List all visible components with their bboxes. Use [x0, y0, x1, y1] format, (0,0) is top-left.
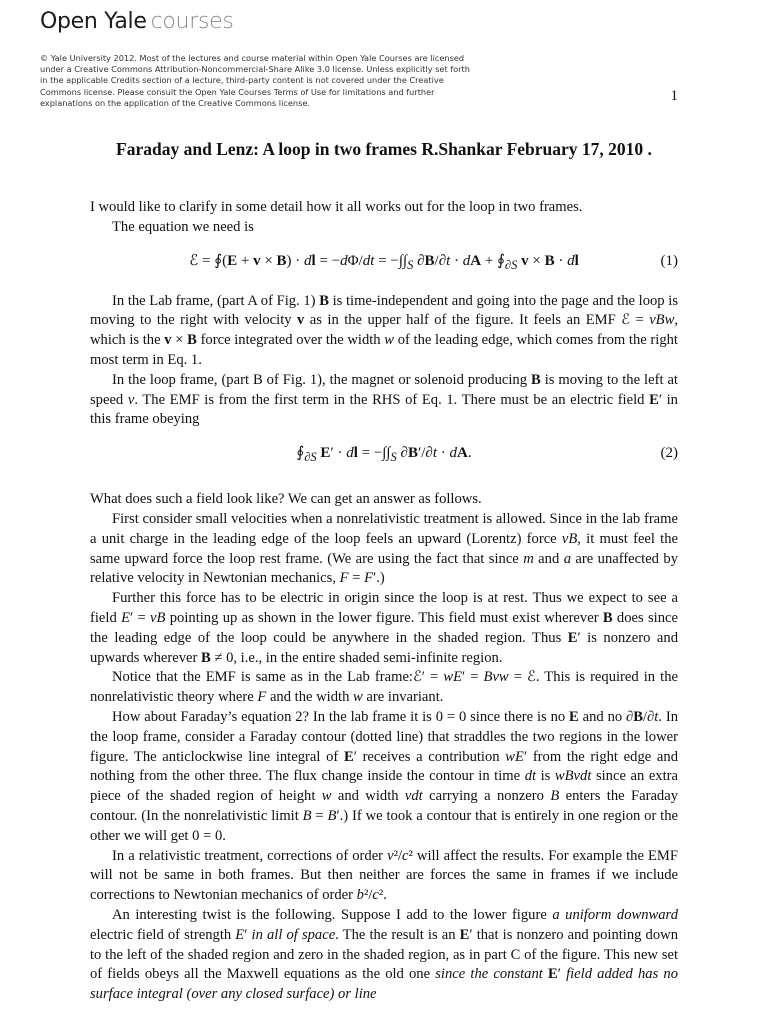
emf-same-paragraph: Notice that the EMF is same as in the Lab frame:ℰ′ = wE′ = Bvw = ℰ. This is required in the nonrelativistic theory where F and the width w are invariant.: [90, 669, 678, 706]
open-yale-courses-logo: [40, 9, 234, 34]
intro-paragraph: I would like to clarify in some detail how it all works out for the loop in two frames.: [90, 199, 583, 215]
electric-origin-paragraph: Further this force has to be electric in origin since the loop is at rest. Thus we expect to see a field E′ = vB pointing up as shown in the lower figure. This field must exist wherever B does since the leading edge of the loop could be anywhere in the shaded region. Thus E′ is nonzero and upwards wherever B ≠ 0, i.e., in the entire shaded semi-infinite region.: [90, 590, 678, 666]
logo-open-yale: Open Yale: [40, 9, 147, 34]
logo-courses: courses: [150, 9, 234, 34]
faraday-equation-paragraph: How about Faraday’s equation 2? In the lab frame it is 0 = 0 since there is no E and no ∂B/∂t. In the loop frame, consider a Faraday contour (dotted line) that straddles the two regions in the lower figure. The anticlockwise line integral of E′ receives a contribution wE′ from the right edge and nothing from the other three. The flux change inside the contour in time dt is wBvdt since an extra piece of the shaded region of height w and width vdt carrying a nonzero B enters the Faraday contour. (In the nonrelativistic limit B = B′.) If we took a contour that is entirely in one region or the other we will get 0 = 0.: [90, 708, 679, 844]
what-field-paragraph: What does such a field look like? We can get an answer as follows.: [90, 491, 482, 508]
equation-1-number: (1): [660, 252, 678, 269]
twist-paragraph: An interesting twist is the following. Suppose I add to the lower figure a uniform downward electric field of strength E′ in all of space. The the result is an E′ that is nonzero and pointing down to the left of the shaded region and zero in the shaded region, as in part C of the figure. This new set of fields obeys all the Maxwell equations as the old one since the constant E′ field added has no surface integral (over any closed surface) or line: [90, 906, 679, 1003]
equation-1: [90, 238, 678, 292]
equation-2-expression: $∮_{\partial S}$ E′ · dl = $-\int\int_S$ ∂B′/∂t · dA.: [296, 445, 472, 465]
license-notice: © Yale University 2012. Most of the lectures and course material within Open Yale Courses are licensed under a Creative Commons Attribution-Noncommercial-Share Alike 3.0 license. Unless explicitly set forth in the applicable Credits section of a lecture, third-party content is not covered under the Creative Commons license. Please consult the Open Yale Courses Terms of Use for limitations and further explanations on the application of the Creative Commons license.: [40, 53, 470, 108]
document-body: [90, 198, 678, 1005]
equation-lead: The equation we need is: [112, 218, 254, 235]
small-velocities-paragraph: First consider small velocities when a nonrelativistic treatment is allowed. Since in the lab frame a unit charge in the leading edge of the loop feels an upward (Lorentz) force vB, it must feel the same upward force the loop rest frame. (We are using the fact that since m and a are unaffected by relative velocity in Newtonian mechanics, F = F′.): [90, 510, 678, 587]
page-number: 1: [670, 88, 678, 104]
equation-2: [90, 430, 678, 490]
loop-frame-paragraph: In the loop frame, (part B of Fig. 1), the magnet or solenoid producing B is moving to the left at speed v. The EMF is from the first term in the RHS of Eq. 1. There must be an electric field E′ in this frame obeying: [90, 371, 678, 428]
relativistic-paragraph: In a relativistic treatment, corrections of order v²/c² will affect the results. For example the EMF will not be same in both frames. But then neither are forces the same in frames if we include corrections to Newtonian mechanics of order b²/c².: [90, 847, 678, 904]
equation-1-expression: ℰ = ∮(E + v × B) · dl = $-d\Phi/dt = -\int\int_S$ ∂B/∂t · dA + $∮_{\partial S}$ v × B · dl: [189, 252, 579, 272]
document-title: Faraday and Lenz: A loop in two frames R.Shankar February 17, 2010 .: [116, 139, 652, 159]
equation-2-number: (2): [660, 445, 678, 462]
lab-frame-paragraph: In the Lab frame, (part A of Fig. 1) B is time-independent and going into the page and the loop is moving to the right with velocity v as in the upper half of the figure. It feels an EMF ℰ = vBw, which is the v × B force integrated over the width w of the leading edge, which comes from the right most term in Eq. 1.: [90, 292, 678, 368]
